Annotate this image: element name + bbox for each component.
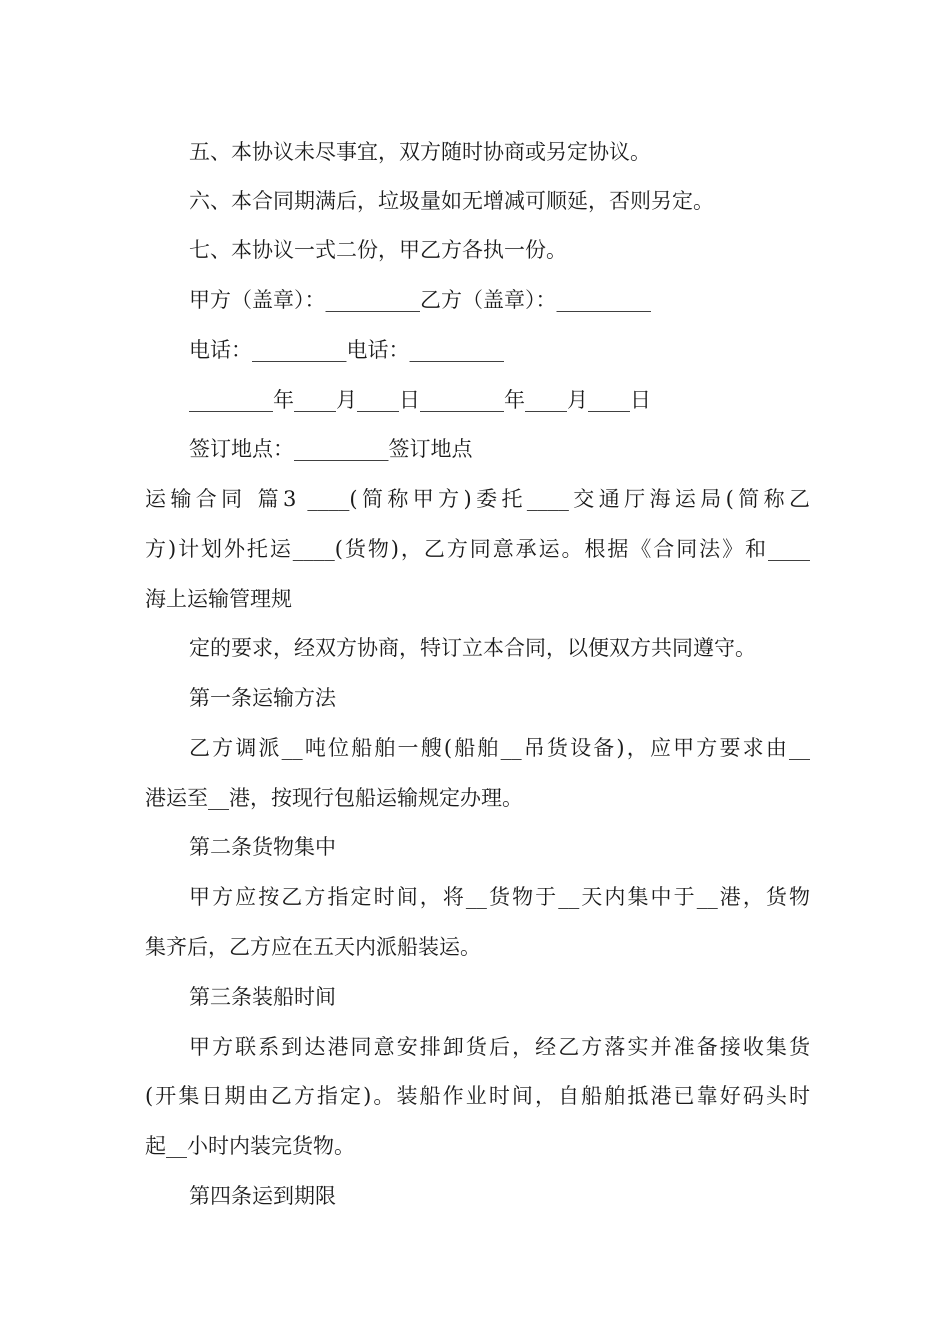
clause-7: 七、本协议一式二份，甲乙方各执一份。 xyxy=(189,238,567,262)
date-line: ________年____月____日________年____月____日 xyxy=(189,388,651,412)
article-3-heading: 第三条装船时间 xyxy=(189,985,336,1009)
clause-6: 六、本合同期满后，垃圾量如无增减可顺延，否则另定。 xyxy=(189,189,714,213)
article-3-text-3: 起__小时内装完货物。 xyxy=(145,1134,355,1158)
article-2-heading: 第二条货物集中 xyxy=(189,835,336,859)
contract-intro-line-3: 海上运输管理规 xyxy=(145,587,292,611)
article-3-text-1: 甲方联系到达港同意安排卸货后，经乙方落实并准备接收集货 xyxy=(189,1035,810,1059)
article-3-text-2: (开集日期由乙方指定)。装船作业时间，自船舶抵港已靠好码头时 xyxy=(145,1084,810,1108)
article-1-text-2: 港运至__港，按现行包船运输规定办理。 xyxy=(145,786,523,810)
contract-intro-line-4: 定的要求，经双方协商，特订立本合同，以便双方共同遵守。 xyxy=(189,636,756,660)
contract-intro-line-2: 方)计划外托运____(货物)，乙方同意承运。根据《合同法》和____ xyxy=(145,537,810,561)
article-1-heading: 第一条运输方法 xyxy=(189,686,336,710)
clause-5: 五、本协议未尽事宜，双方随时协商或另定协议。 xyxy=(189,140,651,164)
phone-line: 电话：_________电话：_________ xyxy=(189,338,504,362)
article-4-heading: 第四条运到期限 xyxy=(189,1184,336,1208)
article-1-text-1: 乙方调派__吨位船舶一艘(船舶__吊货设备)，应甲方要求由__ xyxy=(189,736,810,760)
signing-place-line: 签订地点：_________签订地点 xyxy=(189,437,473,461)
contract-intro-line-1: 运输合同 篇3 ____(简称甲方)委托____交通厅海运局(简称乙 xyxy=(145,487,810,511)
article-2-text-2: 集齐后，乙方应在五天内派船装运。 xyxy=(145,935,481,959)
article-2-text-1: 甲方应按乙方指定时间，将__货物于__天内集中于__港，货物 xyxy=(189,885,810,909)
seal-line: 甲方（盖章）：_________乙方（盖章）：_________ xyxy=(189,288,651,312)
